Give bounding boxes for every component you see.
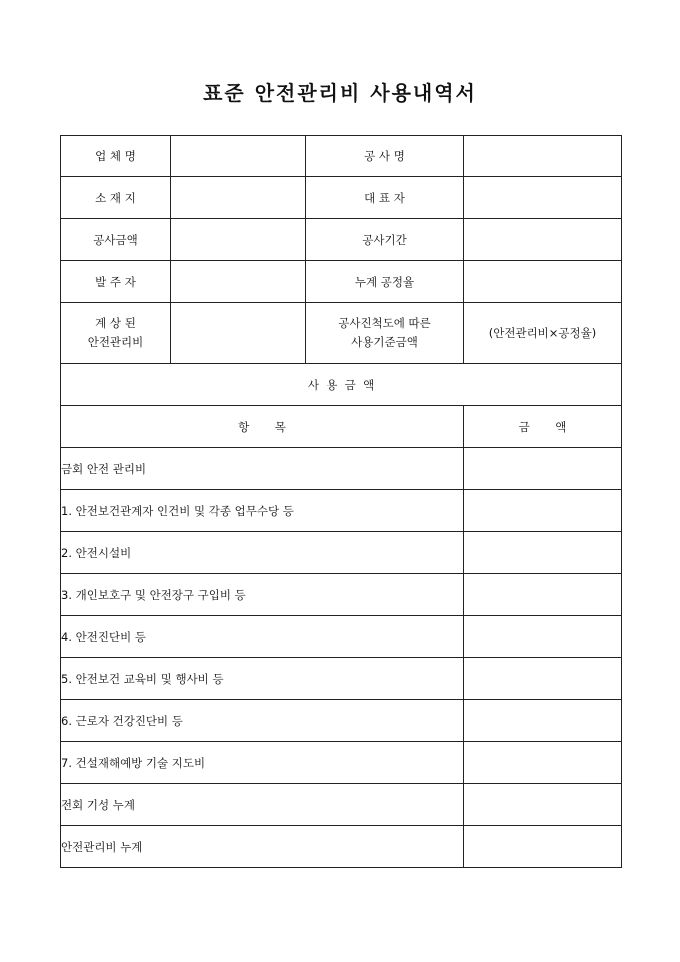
project-value-cell[interactable] <box>464 136 622 177</box>
previous-total-row <box>61 784 622 826</box>
usage-section-header-row <box>61 364 622 406</box>
standard-formula-cell[interactable] <box>464 303 622 364</box>
standard-label-cell <box>306 303 464 364</box>
representative-label: 대 표 자 <box>364 190 405 205</box>
amount-label: 공사금액 <box>93 232 138 247</box>
usage-item-row <box>61 658 622 700</box>
usage-item-label: 3. 개인보호구 및 안전장구 구입비 등 <box>61 587 246 602</box>
usage-column-header-row <box>61 406 622 448</box>
usage-item-amount-cell[interactable] <box>464 700 622 742</box>
progress-label-cell <box>306 261 464 303</box>
usage-item-label: 2. 안전시설비 <box>61 545 132 560</box>
usage-item-row <box>61 532 622 574</box>
document-title: 표준 안전관리비 사용내역서 <box>203 81 477 105</box>
company-label-cell <box>61 136 171 177</box>
usage-item-label: 7. 건설재해예방 기술 지도비 <box>61 755 206 770</box>
budget-value-cell[interactable] <box>171 303 306 364</box>
usage-item-cell <box>61 742 464 784</box>
progress-value-cell[interactable] <box>464 261 622 303</box>
usage-item-row <box>61 700 622 742</box>
row-company <box>61 136 622 177</box>
usage-item-amount-cell[interactable] <box>464 574 622 616</box>
period-label: 공사기간 <box>362 232 407 247</box>
usage-item-cell <box>61 616 464 658</box>
location-label-cell <box>61 177 171 219</box>
usage-item-row <box>61 616 622 658</box>
usage-item-amount-cell[interactable] <box>464 616 622 658</box>
usage-item-row <box>61 742 622 784</box>
location-label: 소 재 지 <box>95 190 136 205</box>
usage-item-label: 6. 근로자 건강진단비 등 <box>61 713 183 728</box>
usage-item-cell <box>61 490 464 532</box>
amount-label-cell <box>61 219 171 261</box>
client-value-cell[interactable] <box>171 261 306 303</box>
representative-value-cell[interactable] <box>464 177 622 219</box>
standard-label-line2: 사용기준금액 <box>351 335 418 349</box>
project-label: 공 사 명 <box>364 149 405 163</box>
row-location <box>61 177 622 219</box>
row-amount <box>61 219 622 261</box>
row-client <box>61 261 622 303</box>
usage-section-header: 사 용 금 액 <box>307 377 375 392</box>
usage-item-row <box>61 448 622 490</box>
cumulative-total-row <box>61 826 622 868</box>
usage-item-cell <box>61 448 464 490</box>
budget-label-cell <box>61 303 171 364</box>
cumulative-total-cell <box>61 826 464 868</box>
usage-item-amount-cell[interactable] <box>464 658 622 700</box>
previous-total-amount-cell[interactable] <box>464 784 622 826</box>
cumulative-total-label: 안전관리비 누계 <box>61 839 143 854</box>
amount-value-cell[interactable] <box>171 219 306 261</box>
amount-header: 금 액 <box>518 419 567 434</box>
cumulative-total-amount-cell[interactable] <box>464 826 622 868</box>
usage-item-row <box>61 490 622 532</box>
usage-item-label: 1. 안전보건관계자 인건비 및 각종 업무수당 등 <box>61 503 294 518</box>
period-label-cell <box>306 219 464 261</box>
item-header: 항 목 <box>238 419 286 434</box>
usage-section-header-cell <box>61 364 622 406</box>
usage-item-amount-cell[interactable] <box>464 742 622 784</box>
usage-item-amount-cell[interactable] <box>464 532 622 574</box>
representative-label-cell <box>306 177 464 219</box>
safety-cost-form-table <box>60 135 622 868</box>
period-value-cell[interactable] <box>464 219 622 261</box>
progress-label: 누계 공정율 <box>354 274 415 289</box>
client-label-cell <box>61 261 171 303</box>
usage-item-cell <box>61 574 464 616</box>
project-label-cell <box>306 136 464 177</box>
usage-item-label: 5. 안전보건 교육비 및 행사비 등 <box>61 671 224 686</box>
amount-header-cell <box>464 406 622 448</box>
location-value-cell[interactable] <box>171 177 306 219</box>
usage-item-cell <box>61 700 464 742</box>
client-label: 발 주 자 <box>95 274 136 289</box>
company-label: 업 체 명 <box>95 149 136 163</box>
usage-item-amount-cell[interactable] <box>464 448 622 490</box>
usage-item-cell <box>61 658 464 700</box>
usage-item-row <box>61 574 622 616</box>
budget-label-line2: 안전관리비 <box>87 335 144 349</box>
usage-item-amount-cell[interactable] <box>464 490 622 532</box>
company-value-cell[interactable] <box>171 136 306 177</box>
usage-item-label: 금회 안전 관리비 <box>61 461 147 476</box>
item-header-cell <box>61 406 464 448</box>
previous-total-label: 전회 기성 누계 <box>61 797 135 812</box>
previous-total-cell <box>61 784 464 826</box>
standard-label-line1: 공사진척도에 따른 <box>338 316 431 330</box>
row-budget <box>61 303 622 364</box>
usage-item-label: 4. 안전진단비 등 <box>61 629 146 644</box>
standard-formula: (안전관리비×공정율) <box>488 326 597 340</box>
budget-label-line1: 계 상 된 <box>95 316 136 330</box>
usage-item-cell <box>61 532 464 574</box>
